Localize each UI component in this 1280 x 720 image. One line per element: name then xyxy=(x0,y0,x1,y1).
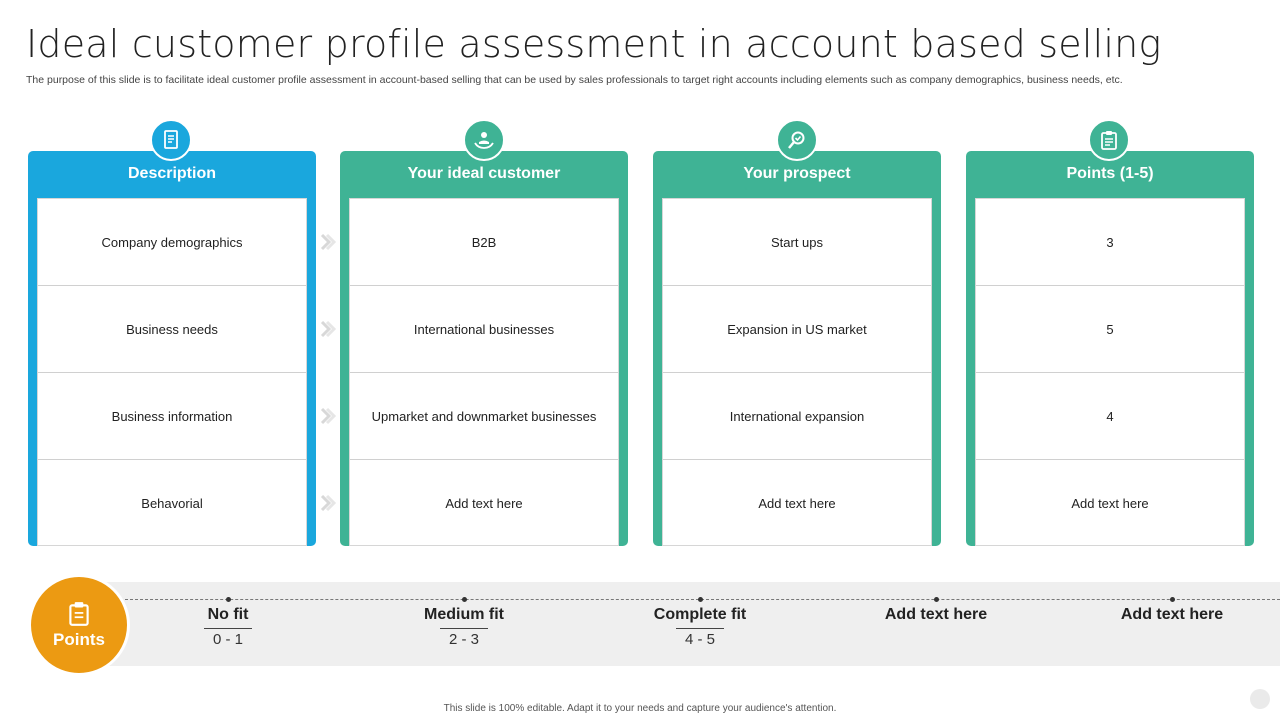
table-cell: Behavorial xyxy=(141,496,203,511)
fit-name: Add text here xyxy=(1120,606,1224,623)
column-header: Your prospect xyxy=(743,165,851,182)
points-label: Points xyxy=(53,630,105,649)
fit-level-complete-fit xyxy=(625,606,775,648)
column-header: Your ideal customer xyxy=(407,165,561,182)
fit-range: 4 - 5 xyxy=(684,631,715,648)
magnifier-check-icon xyxy=(776,119,818,161)
table-cell: Add text here xyxy=(445,496,523,511)
table-cell: Add text here xyxy=(1071,496,1149,511)
column-points xyxy=(966,151,1254,546)
column-table xyxy=(662,198,932,546)
table-cell: B2B xyxy=(350,199,618,286)
slide-subtitle: The purpose of this slide is to facilitate ideal customer profile assessment in account-based selling that can be used by sales professionals to target right accounts including elements such as company demographics, business needs, etc. xyxy=(26,74,1123,86)
clipboard-icon xyxy=(66,600,92,628)
table-cell: Company demographics xyxy=(38,199,306,286)
column-ideal-customer xyxy=(340,151,628,546)
table-cell: 4 xyxy=(976,373,1244,460)
table-cell: Business needs xyxy=(38,286,306,373)
fit-name: Complete fit xyxy=(653,606,747,623)
fit-level-medium-fit xyxy=(389,606,539,648)
column-table xyxy=(349,198,619,546)
column-header: Description xyxy=(127,165,216,182)
table-cell: International businesses xyxy=(350,286,618,373)
table-cell: Expansion in US market xyxy=(663,286,931,373)
scale-marker xyxy=(1170,597,1175,602)
chevron-right-icon xyxy=(318,232,338,252)
scale-marker xyxy=(462,597,467,602)
fit-level-placeholder xyxy=(861,606,1011,624)
column-table xyxy=(37,198,307,546)
fit-name: No fit xyxy=(207,606,249,623)
fit-range: 0 - 1 xyxy=(212,631,243,648)
fit-name: Add text here xyxy=(884,606,988,623)
chevron-right-icon xyxy=(318,406,338,426)
table-cell: Business information xyxy=(38,373,306,460)
table-cell: Add text here xyxy=(758,496,836,511)
fit-underline xyxy=(676,628,724,629)
fit-name: Medium fit xyxy=(424,606,504,623)
clipboard-icon xyxy=(1088,119,1130,161)
fit-underline xyxy=(440,628,488,629)
fit-range: 2 - 3 xyxy=(448,631,479,648)
hand-person-icon xyxy=(463,119,505,161)
fit-underline xyxy=(204,628,252,629)
column-table xyxy=(975,198,1245,546)
fit-level-no-fit xyxy=(153,606,303,648)
scale-marker xyxy=(226,597,231,602)
chevron-right-icon xyxy=(318,493,338,513)
fit-level-placeholder xyxy=(1097,606,1247,624)
table-cell: International expansion xyxy=(663,373,931,460)
column-header: Points (1-5) xyxy=(1066,165,1154,182)
chevron-right-icon xyxy=(318,319,338,339)
scale-marker xyxy=(698,597,703,602)
slide-title: Ideal customer profile assessment in account based selling xyxy=(26,22,1162,66)
column-description xyxy=(28,151,316,546)
document-icon xyxy=(150,119,192,161)
points-badge xyxy=(28,574,130,676)
table-cell: Upmarket and downmarket businesses xyxy=(350,373,618,460)
table-cell: 5 xyxy=(976,286,1244,373)
footer-note: This slide is 100% editable. Adapt it to your needs and capture your audience's attention. xyxy=(443,703,837,714)
column-prospect xyxy=(653,151,941,546)
corner-dot xyxy=(1250,689,1270,709)
table-cell: Start ups xyxy=(663,199,931,286)
table-cell: 3 xyxy=(976,199,1244,286)
scale-marker xyxy=(934,597,939,602)
